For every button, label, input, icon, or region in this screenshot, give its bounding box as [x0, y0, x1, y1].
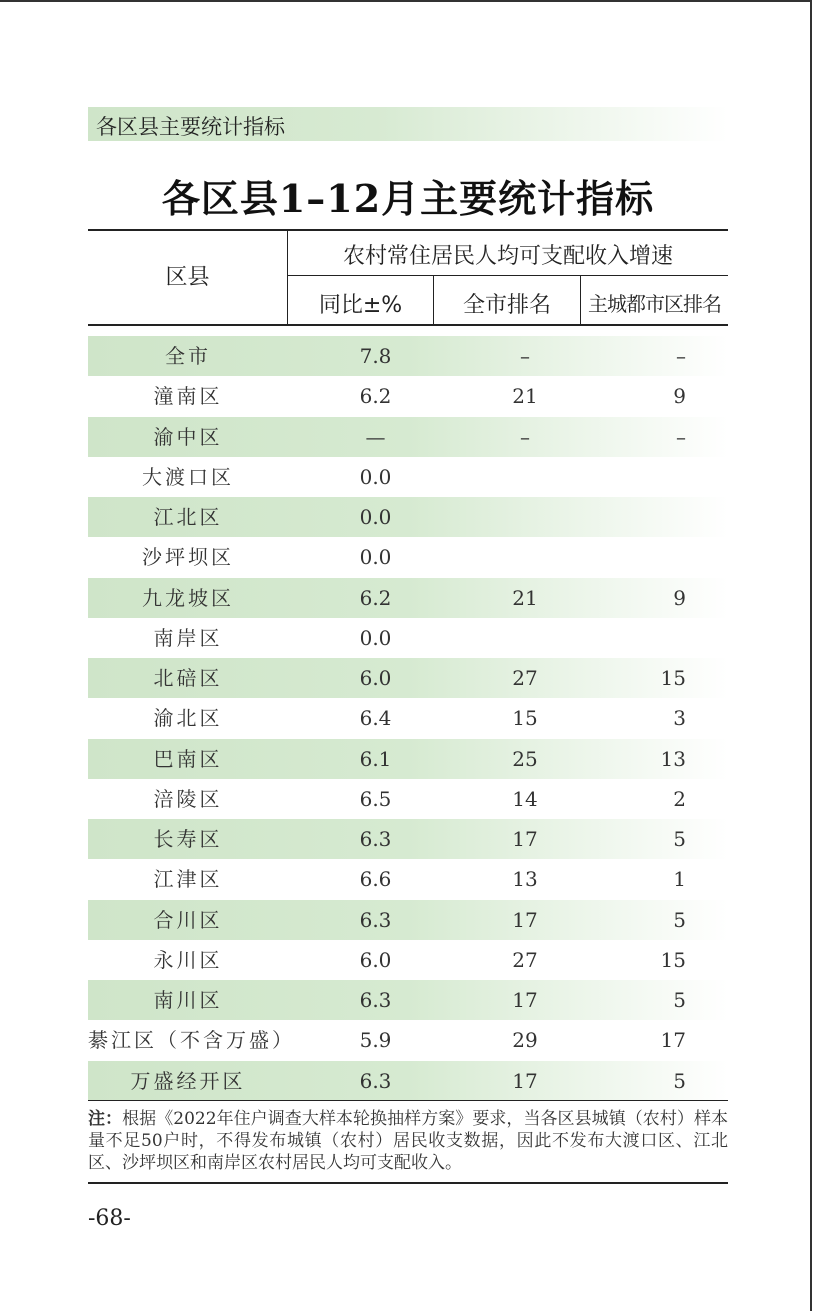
city-rank-cell: [463, 376, 587, 416]
section-banner: [88, 107, 728, 141]
yoy-cell-text: 0.0: [359, 545, 392, 570]
district-name-cell: [88, 1020, 295, 1060]
header-yoy: 同比±%: [318, 293, 403, 318]
city-rank-cell-text: 17: [512, 1068, 538, 1093]
main-rank-cell: [587, 980, 728, 1020]
yoy-cell: [288, 940, 463, 980]
footnote: [88, 1108, 728, 1174]
main-rank-cell: [587, 940, 728, 980]
yoy-cell-text: 0.0: [359, 505, 392, 529]
main-rank-cell-text: 3: [673, 706, 686, 731]
yoy-cell-text: 6.0: [359, 947, 392, 972]
city-rank-cell-text: 25: [512, 746, 538, 771]
yoy-cell: [288, 376, 463, 416]
city-rank-cell: [463, 537, 587, 577]
main-rank-cell: [587, 376, 728, 416]
table-row: [88, 497, 728, 537]
yoy-cell: [288, 819, 463, 859]
district-name-cell: [88, 497, 288, 537]
district-name-cell-text: 巴南区: [153, 746, 223, 771]
yoy-cell-text: —: [365, 424, 386, 449]
district-name-cell: [88, 537, 288, 577]
yoy-cell: [288, 578, 463, 618]
footnote-bottom-rule: [88, 1182, 728, 1184]
main-rank-cell-text: 9: [673, 585, 686, 610]
yoy-cell: [288, 739, 463, 779]
yoy-cell: [288, 859, 463, 899]
city-rank-cell: [463, 698, 587, 738]
district-name-cell-text: 江北区: [153, 505, 223, 529]
district-name-cell: [88, 698, 288, 738]
city-rank-cell-text: 27: [512, 947, 538, 972]
main-rank-cell: [587, 497, 728, 537]
yoy-cell-text: 6.4: [359, 706, 392, 731]
city-rank-cell: [463, 457, 587, 497]
yoy-cell-text: 0.0: [359, 625, 392, 650]
yoy-cell: [288, 537, 463, 577]
table-row: [88, 1061, 728, 1101]
main-rank-cell: [587, 658, 728, 698]
footnote-text: 根据《2022年住户调查大样本轮换抽样方案》要求，当各区县城镇（农村）样本量不足50户时，不得发布城镇（农村）居民收支数据，因此不发布大渡口区、江北区、沙坪坝区和南岸区农村居民人均可支配收入。: [88, 1109, 729, 1173]
table-row: [88, 980, 728, 1020]
header-district: 区县: [165, 265, 210, 290]
main-rank-cell: [587, 417, 728, 457]
table-top-rule: [88, 229, 728, 231]
city-rank-cell: [463, 1061, 587, 1101]
main-rank-cell-text: 5: [673, 827, 686, 851]
table-row: [88, 618, 728, 658]
yoy-cell: [288, 779, 463, 819]
table-row: [88, 940, 728, 980]
footnote-label: 注：: [88, 1109, 123, 1129]
district-name-cell-text: 綦江区（不含万盛）: [88, 1028, 295, 1053]
yoy-cell-text: 7.8: [359, 344, 392, 368]
district-name-cell-text: 江津区: [153, 867, 223, 892]
yoy-cell-text: 6.3: [359, 988, 392, 1012]
district-name-cell: [88, 417, 288, 457]
yoy-cell: [288, 658, 463, 698]
yoy-cell-text: 6.3: [359, 827, 392, 851]
main-rank-cell: [587, 739, 728, 779]
header-city-rank: 全市排名: [462, 293, 551, 318]
yoy-cell: [288, 1061, 463, 1101]
yoy-cell-text: 6.5: [359, 786, 392, 811]
district-name-cell: [88, 779, 288, 819]
main-rank-cell: [587, 779, 728, 819]
district-name-cell-text: 涪陵区: [153, 786, 223, 811]
table-row: [88, 1020, 728, 1060]
main-rank-cell-text: –: [676, 344, 686, 368]
table-row: [88, 578, 728, 618]
city-rank-cell-text: 13: [512, 867, 538, 892]
district-name-cell: [88, 578, 288, 618]
main-rank-cell-text: 15: [660, 947, 686, 972]
city-rank-cell: [463, 859, 587, 899]
main-rank-cell-text: –: [676, 424, 686, 449]
yoy-cell: [288, 618, 463, 658]
main-rank-cell-text: 17: [660, 1028, 686, 1053]
city-rank-cell-text: 29: [512, 1028, 538, 1053]
city-rank-cell: [463, 940, 587, 980]
city-rank-cell: [463, 779, 587, 819]
yoy-cell: [288, 900, 463, 940]
city-rank-cell: [463, 1020, 587, 1060]
district-name-cell: [88, 618, 288, 658]
main-rank-cell: [587, 819, 728, 859]
table-row: [88, 779, 728, 819]
table-row: [88, 658, 728, 698]
district-name-cell-text: 北碚区: [153, 666, 223, 690]
main-rank-cell-text: 13: [660, 746, 686, 771]
yoy-cell: [288, 980, 463, 1020]
city-rank-cell: [463, 336, 587, 376]
table-bottom-rule: [88, 1100, 728, 1101]
district-name-cell-text: 全市: [165, 344, 211, 368]
district-name-cell-text: 渝北区: [153, 706, 223, 731]
district-name-cell-text: 大渡口区: [142, 464, 234, 489]
district-name-cell-text: 沙坪坝区: [142, 545, 234, 570]
city-rank-cell-text: 21: [512, 585, 538, 610]
city-rank-cell: [463, 618, 587, 658]
city-rank-cell: [463, 739, 587, 779]
table-row: [88, 739, 728, 779]
main-rank-cell: [587, 457, 728, 497]
yoy-cell-text: 6.2: [359, 585, 392, 610]
main-rank-cell: [587, 336, 728, 376]
table-row: [88, 900, 728, 940]
table-row: [88, 698, 728, 738]
yoy-cell: [288, 1020, 463, 1060]
district-name-cell-text: 永川区: [153, 947, 223, 972]
yoy-cell-text: 0.0: [359, 464, 392, 489]
city-rank-cell-text: 17: [512, 827, 538, 851]
main-rank-cell: [587, 698, 728, 738]
main-rank-cell: [587, 578, 728, 618]
yoy-cell: [288, 417, 463, 457]
district-name-cell: [88, 980, 288, 1020]
district-name-cell: [88, 336, 288, 376]
page-number: -68-: [88, 1206, 131, 1231]
city-rank-cell: [463, 980, 587, 1020]
main-rank-cell: [587, 618, 728, 658]
page-title: 各区县1–12月主要统计指标: [161, 176, 655, 221]
main-rank-cell-text: 5: [673, 988, 686, 1012]
city-rank-cell-text: –: [520, 424, 530, 449]
table-row: [88, 859, 728, 899]
district-name-cell: [88, 658, 288, 698]
main-rank-cell: [587, 859, 728, 899]
city-rank-cell: [463, 819, 587, 859]
district-name-cell: [88, 859, 288, 899]
main-rank-cell-text: 5: [673, 907, 686, 932]
main-rank-cell-text: 9: [673, 384, 686, 409]
city-rank-cell: [463, 497, 587, 537]
district-name-cell-text: 渝中区: [153, 424, 223, 449]
district-name-cell-text: 九龙坡区: [142, 585, 234, 610]
city-rank-cell: [463, 417, 587, 457]
main-rank-cell-text: 5: [673, 1068, 686, 1093]
table-row: [88, 336, 728, 376]
city-rank-cell-text: 27: [512, 666, 538, 690]
header-income-growth: 农村常住居民人均可支配收入增速: [342, 244, 673, 269]
yoy-cell-text: 6.6: [359, 867, 392, 892]
district-name-cell-text: 潼南区: [153, 384, 223, 409]
yoy-cell-text: 6.3: [359, 907, 392, 932]
district-name-cell-text: 合川区: [153, 907, 223, 932]
main-rank-cell: [587, 537, 728, 577]
city-rank-cell-text: 17: [512, 907, 538, 932]
district-name-cell-text: 南岸区: [153, 625, 223, 650]
city-rank-cell-text: 17: [512, 988, 538, 1012]
city-rank-cell: [463, 578, 587, 618]
yoy-cell: [288, 336, 463, 376]
district-name-cell: [88, 900, 288, 940]
group-header-rule: [288, 275, 728, 276]
yoy-cell: [288, 698, 463, 738]
city-rank-cell: [463, 658, 587, 698]
yoy-cell-text: 6.0: [359, 666, 392, 690]
yoy-cell-text: 5.9: [359, 1028, 392, 1053]
main-rank-cell-text: 15: [660, 666, 686, 690]
district-name-cell-text: 长寿区: [153, 827, 223, 851]
table-row: [88, 376, 728, 416]
section-banner-label: 各区县主要统计指标: [96, 115, 285, 139]
main-rank-cell: [587, 900, 728, 940]
main-rank-cell: [587, 1020, 728, 1060]
table-row: [88, 537, 728, 577]
district-name-cell: [88, 819, 288, 859]
table-row: [88, 819, 728, 859]
main-rank-cell: [587, 1061, 728, 1101]
yoy-cell: [288, 457, 463, 497]
city-rank-cell-text: 21: [512, 384, 538, 409]
city-rank-cell-text: –: [520, 344, 530, 368]
page-top-border: [0, 0, 812, 2]
city-rank-cell: [463, 900, 587, 940]
main-rank-cell-text: 2: [673, 786, 686, 811]
yoy-cell-text: 6.1: [359, 746, 392, 771]
header-bottom-rule: [88, 324, 728, 326]
page-right-border: [810, 0, 812, 1311]
district-name-cell-text: 南川区: [153, 988, 223, 1012]
main-rank-cell-text: 1: [673, 867, 686, 892]
yoy-cell-text: 6.2: [359, 384, 392, 409]
district-name-cell: [88, 940, 288, 980]
table-row: [88, 457, 728, 497]
district-name-cell: [88, 739, 288, 779]
district-name-cell-text: 万盛经开区: [130, 1068, 246, 1093]
district-name-cell: [88, 457, 288, 497]
district-name-cell: [88, 1061, 288, 1101]
header-main-rank: 主城都市区排名: [588, 292, 721, 316]
city-rank-cell-text: 15: [512, 706, 538, 731]
yoy-cell-text: 6.3: [359, 1068, 392, 1093]
table-row: [88, 417, 728, 457]
district-name-cell: [88, 376, 288, 416]
yoy-cell: [288, 497, 463, 537]
city-rank-cell-text: 14: [512, 786, 538, 811]
table-body: [88, 336, 728, 1101]
